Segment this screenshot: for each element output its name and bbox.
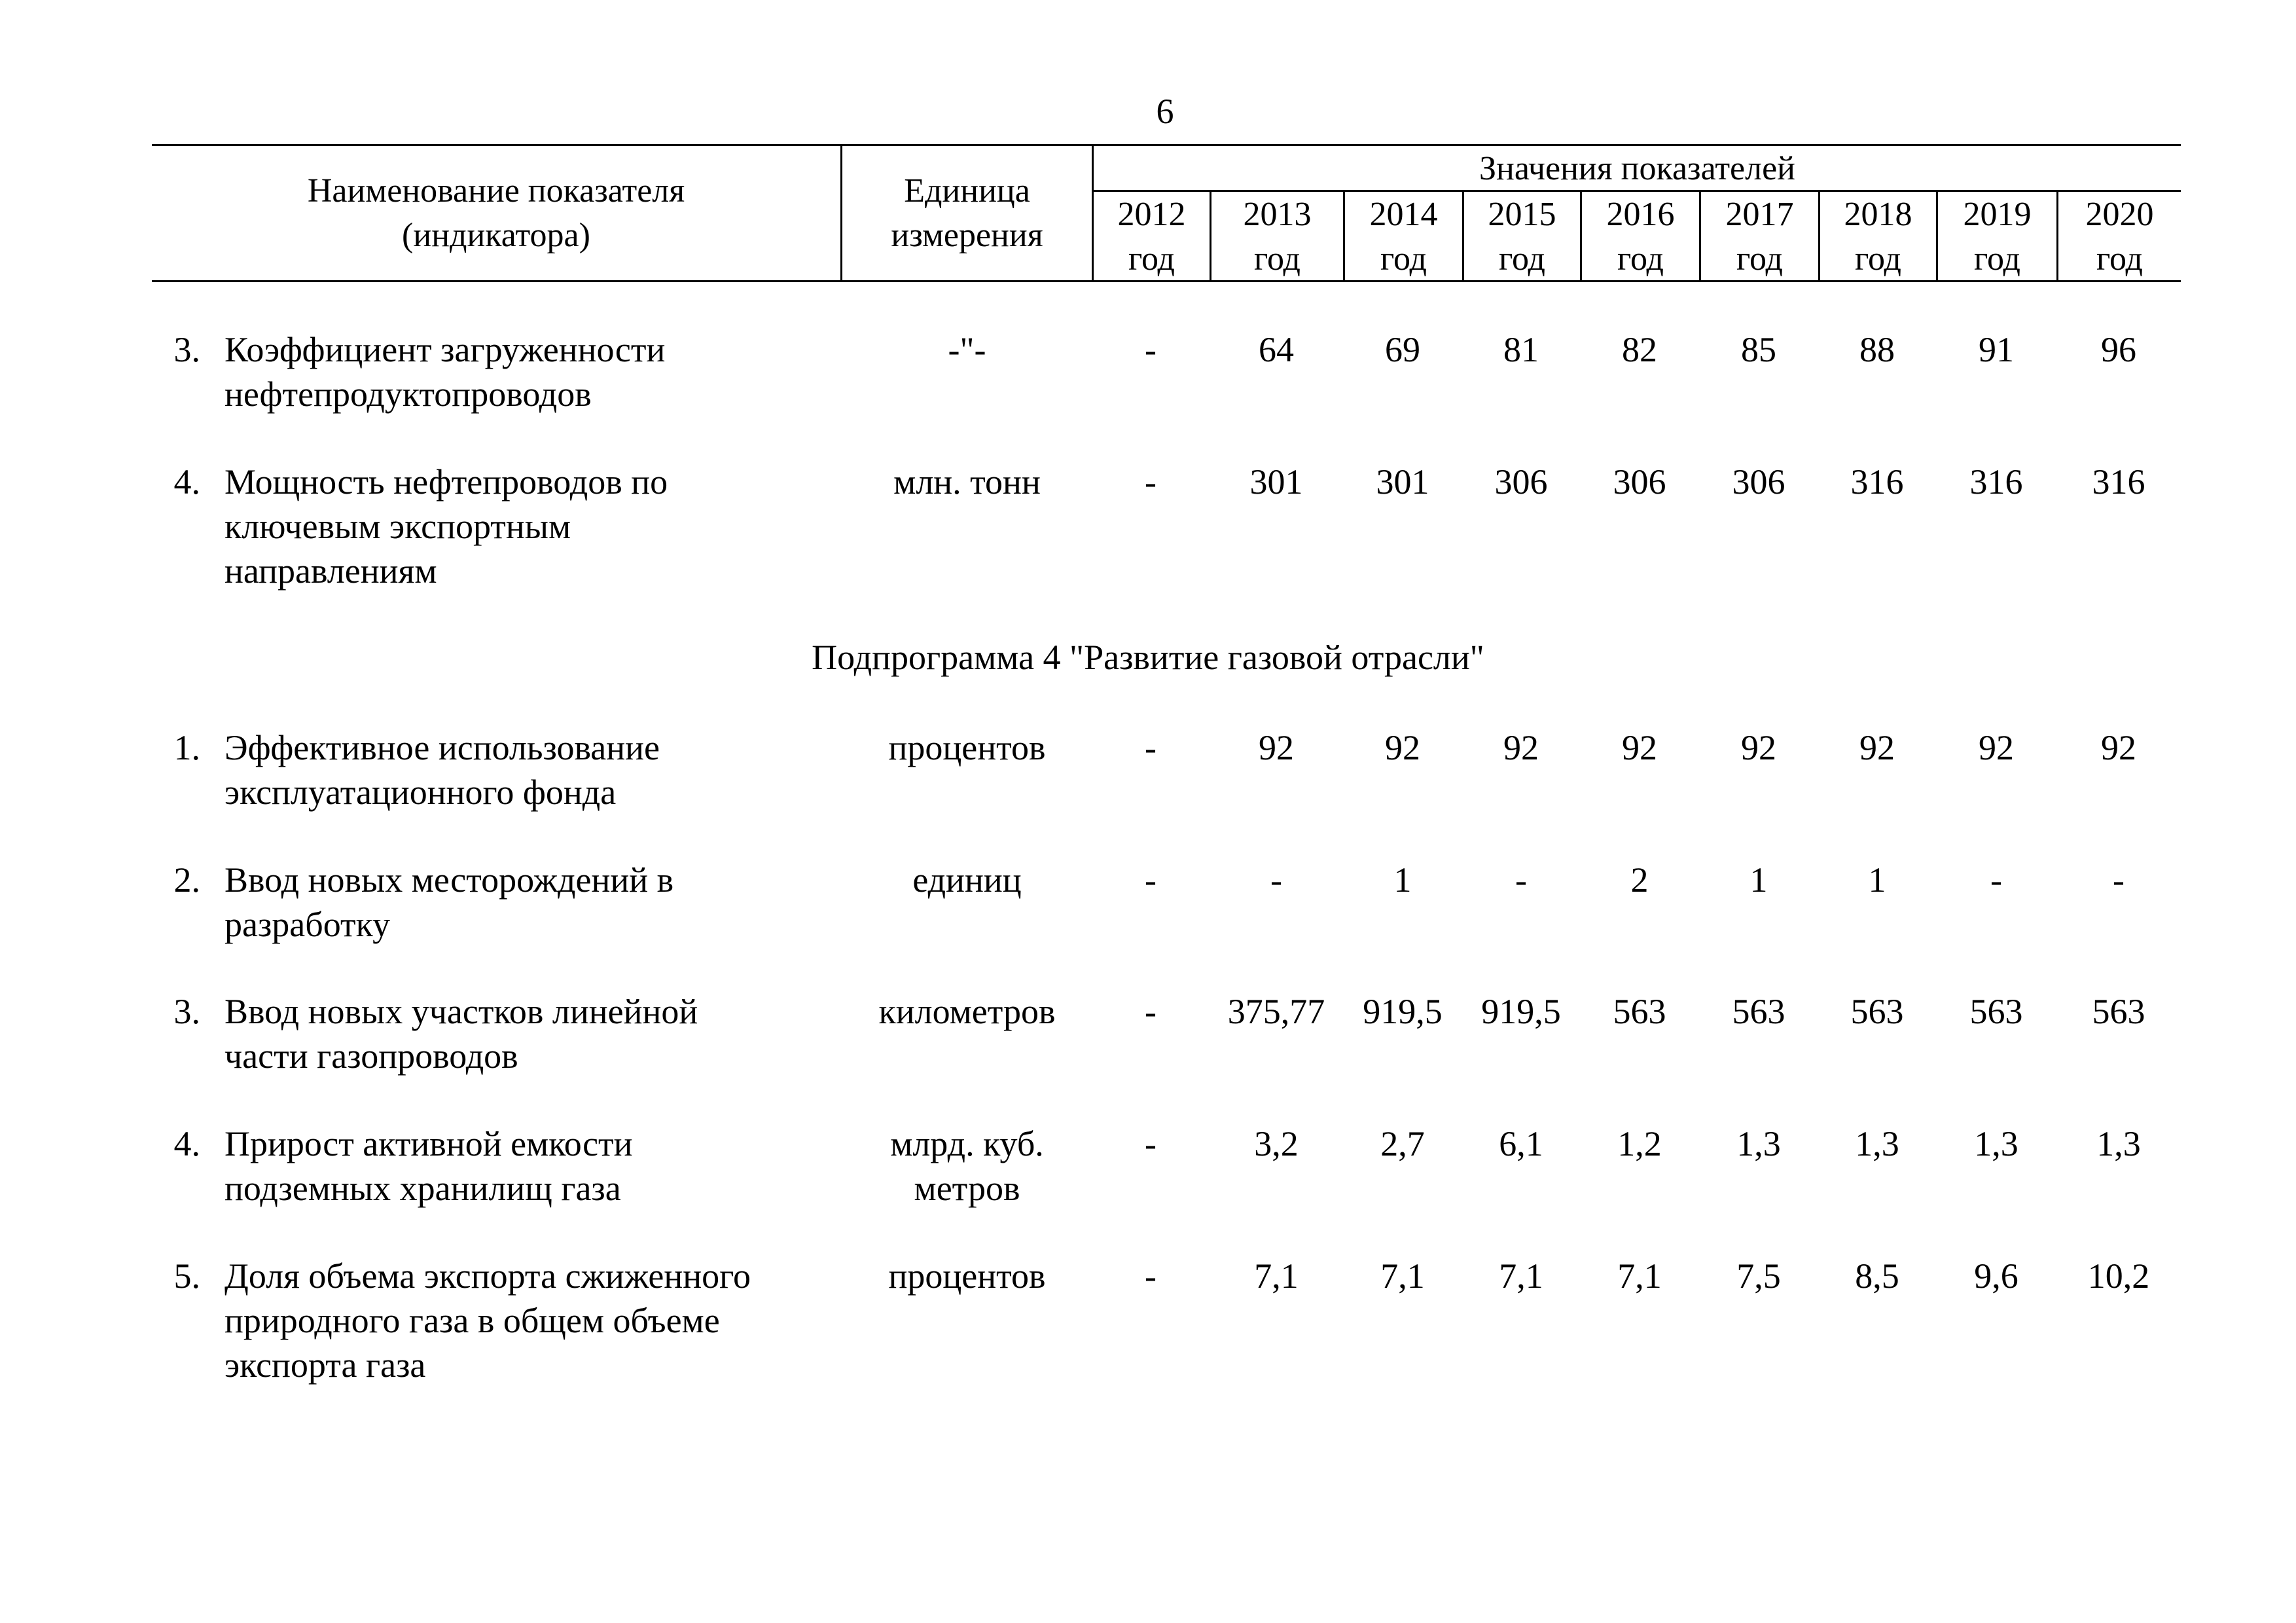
page-number: 6 (1156, 92, 1174, 131)
unit-cell: процентов (888, 728, 1046, 767)
value-cell: 64 (1259, 330, 1294, 369)
value-cell: 91 (1979, 330, 2014, 369)
value-cell: 1,3 (2096, 1124, 2141, 1163)
value-cell: 919,5 (1481, 992, 1561, 1031)
value-cell: - (1515, 860, 1527, 900)
value-cell: 2 (1630, 860, 1649, 900)
indicator-name: Коэффициент загруженности нефтепродуктопроводов (224, 330, 666, 414)
value-cell: 306 (1494, 462, 1548, 501)
value-cell: 563 (2092, 992, 2145, 1031)
value-cell: 1 (1868, 860, 1886, 900)
value-cell: 316 (1969, 462, 2023, 501)
value-cell: - (1145, 1256, 1157, 1296)
header-year: 2017 (1725, 196, 1794, 233)
header-year-suffix: год (1128, 240, 1175, 278)
indicator-name: Прирост активной емкости подземных хранилищ газа (224, 1124, 633, 1208)
value-cell: 563 (1732, 992, 1785, 1031)
value-cell: 81 (1503, 330, 1539, 369)
value-cell: 92 (1859, 728, 1895, 767)
value-cell: 919,5 (1363, 992, 1443, 1031)
row-number: 1. (173, 728, 200, 767)
value-cell: 1,3 (1974, 1124, 2018, 1163)
value-cell: 92 (1385, 728, 1420, 767)
value-cell: 3,2 (1254, 1124, 1299, 1163)
unit-cell: единиц (912, 860, 1022, 900)
header-year: 2018 (1844, 196, 1912, 233)
value-cell: 1,3 (1855, 1124, 1899, 1163)
indicator-name: Мощность нефтепроводов по ключевым экспортным направлениям (224, 462, 668, 591)
indicator-name: Ввод новых участков линейной части газопроводов (224, 992, 698, 1076)
value-cell: 10,2 (2087, 1256, 2150, 1296)
header-year: 2019 (1963, 196, 2032, 233)
value-cell: 92 (1503, 728, 1539, 767)
header-unit: Единица измерения (891, 172, 1043, 254)
header-top-rule (152, 144, 2181, 146)
header-year-suffix: год (1617, 240, 1664, 278)
value-cell: 92 (2101, 728, 2136, 767)
unit-cell: -"- (948, 330, 986, 369)
value-cell: 9,6 (1974, 1256, 2018, 1296)
value-cell: - (1145, 330, 1157, 369)
header-year-suffix: год (1499, 240, 1545, 278)
value-cell: 7,5 (1736, 1256, 1781, 1296)
header-year: 2015 (1488, 196, 1556, 233)
indicator-name: Ввод новых месторождений в разработку (224, 860, 674, 944)
value-cell: 92 (1259, 728, 1294, 767)
value-cell: 1,3 (1736, 1124, 1781, 1163)
value-cell: - (1990, 860, 2002, 900)
header-year: 2020 (2085, 196, 2154, 233)
value-cell: 1,2 (1617, 1124, 1662, 1163)
row-number: 4. (173, 462, 200, 501)
section-title: Подпрограмма 4 "Развитие газовой отрасли" (812, 638, 1484, 677)
header-year-suffix: год (1974, 240, 2020, 278)
value-cell: 92 (1622, 728, 1657, 767)
value-cell: 92 (1979, 728, 2014, 767)
value-cell: 7,1 (1499, 1256, 1543, 1296)
value-cell: - (1270, 860, 1282, 900)
value-cell: 306 (1613, 462, 1666, 501)
value-cell: 316 (1850, 462, 1904, 501)
value-cell: 69 (1385, 330, 1420, 369)
value-cell: - (1145, 728, 1157, 767)
value-cell: 306 (1732, 462, 1785, 501)
header-year: 2014 (1369, 196, 1438, 233)
unit-cell: млн. тонн (893, 462, 1041, 501)
header-year-suffix: год (2096, 240, 2143, 278)
value-cell: 82 (1622, 330, 1657, 369)
value-cell: - (1145, 992, 1157, 1031)
header-values-group: Значения показателей (1479, 150, 1795, 187)
value-cell: 2,7 (1380, 1124, 1425, 1163)
header-year-suffix: год (1380, 240, 1427, 278)
unit-cell: километров (878, 992, 1056, 1031)
header-year: 2012 (1117, 196, 1186, 233)
value-cell: 85 (1741, 330, 1776, 369)
header-year: 2013 (1243, 196, 1312, 233)
value-cell: - (1145, 462, 1157, 501)
header-indicator-name: Наименование показателя (индикатора) (307, 172, 685, 254)
value-cell: 1 (1749, 860, 1768, 900)
value-cell: 7,1 (1254, 1256, 1299, 1296)
value-cell: - (1145, 1124, 1157, 1163)
header-year-suffix: год (1736, 240, 1783, 278)
value-cell: 563 (1969, 992, 2023, 1031)
value-cell: 301 (1249, 462, 1303, 501)
indicator-name: Доля объема экспорта сжиженного природного газа в общем объеме экспорта газа (224, 1256, 751, 1385)
row-number: 4. (173, 1124, 200, 1163)
header-year-suffix: год (1855, 240, 1901, 278)
indicator-name: Эффективное использование эксплуатационного фонда (224, 728, 660, 812)
unit-cell: млрд. куб. метров (890, 1124, 1044, 1208)
value-cell: 7,1 (1380, 1256, 1425, 1296)
value-cell: 375,77 (1227, 992, 1325, 1031)
row-number: 3. (173, 992, 200, 1031)
unit-cell: процентов (888, 1256, 1046, 1296)
value-cell: 7,1 (1617, 1256, 1662, 1296)
value-cell: - (2113, 860, 2125, 900)
value-cell: - (1145, 860, 1157, 900)
value-cell: 301 (1376, 462, 1429, 501)
header-year-suffix: год (1254, 240, 1300, 278)
value-cell: 563 (1850, 992, 1904, 1031)
value-cell: 88 (1859, 330, 1895, 369)
value-cell: 1 (1393, 860, 1412, 900)
value-cell: 8,5 (1855, 1256, 1899, 1296)
row-number: 5. (173, 1256, 200, 1296)
value-cell: 316 (2092, 462, 2145, 501)
value-cell: 563 (1613, 992, 1666, 1031)
value-cell: 92 (1741, 728, 1776, 767)
row-number: 3. (173, 330, 200, 369)
header-year: 2016 (1606, 196, 1675, 233)
value-cell: 6,1 (1499, 1124, 1543, 1163)
row-number: 2. (173, 860, 200, 900)
value-cell: 96 (2101, 330, 2136, 369)
